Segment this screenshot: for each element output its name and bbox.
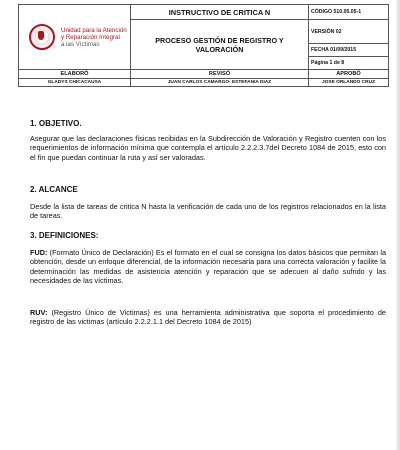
logo-line-1: Unidad para la Atención — [61, 26, 127, 34]
page-number: Página 1 de 8 — [309, 57, 389, 70]
logo-cell — [19, 5, 131, 70]
logo-line-2: y Reparación Integral — [61, 33, 120, 41]
document-version: VERSIÓN 02 — [309, 20, 389, 44]
role-aprobo: APROBÓ — [309, 70, 389, 79]
document-header-table — [18, 4, 389, 87]
role-reviso: REVISÓ — [131, 70, 309, 79]
colombia-seal-icon — [29, 24, 55, 50]
section-objetivo-text: Asegurar que las declaraciones físicas recibidas en la Subdirección de Valoración y Registro cuenten con los requerimientos de información mínima que contempla el artículo 2.2.2.3.7del Decreto 1084 de 2015, esto con el fin que puedan continuar la ruta y así ser valoradas. — [30, 134, 386, 162]
section-alcance-title: 2. ALCANCE — [30, 185, 78, 194]
section-definiciones-title: 3. DEFINICIONES: — [30, 231, 99, 240]
definition-ruv — [30, 308, 386, 327]
logo-line-3: a las Víctimas — [61, 40, 100, 48]
fud-term: FUD: — [30, 248, 48, 257]
ruv-term: RUV: — [30, 308, 48, 317]
logo-text — [61, 27, 127, 48]
page-edge — [396, 0, 400, 450]
ruv-text: (Registro Único de Victimas) es una herramienta administrativa que soporta el procedimiento de registro de las victimas (artículo 2.2.2.1.1 del Decreto 1084 de 2015) — [30, 308, 386, 327]
role-elaboro: ELABORÓ — [19, 70, 131, 79]
document-date: FECHA 01/09/2015 — [309, 44, 389, 57]
section-objetivo-title: 1. OBJETIVO. — [30, 119, 82, 128]
section-alcance-text: Desde la lista de tareas de critica N hasta la verificación de cada uno de los registros relacionados en la lista de tareas. — [30, 202, 386, 221]
document-title: INSTRUCTIVO DE CRITICA N — [131, 5, 309, 20]
fud-text: (Formato Único de Declaración) Es el formato en el cual se consigna los datos básicos que permitan la obtención, desde un enfoque diferencial, de la información necesaria para una correcta valoración y facilite la determinación las medidas de asistencia atención y reparación que se adecuen al daño sufrido y las necesidades de las víctimas. — [30, 248, 386, 286]
process-title: PROCESO GESTIÓN DE REGISTRO Y VALORACIÓN — [131, 20, 309, 70]
definition-fud — [30, 248, 386, 286]
logo — [19, 24, 130, 50]
name-elaboro: GLADYS CHICACAUSA — [19, 79, 131, 87]
document-code: CÓDIGO 510.05.05-1 — [309, 5, 389, 20]
name-reviso: JUAN CARLOS CAMARGO- ESTEFANIA DIAZ — [131, 79, 309, 87]
name-aprobo: JOSE ORLANDO CRUZ — [309, 79, 389, 87]
